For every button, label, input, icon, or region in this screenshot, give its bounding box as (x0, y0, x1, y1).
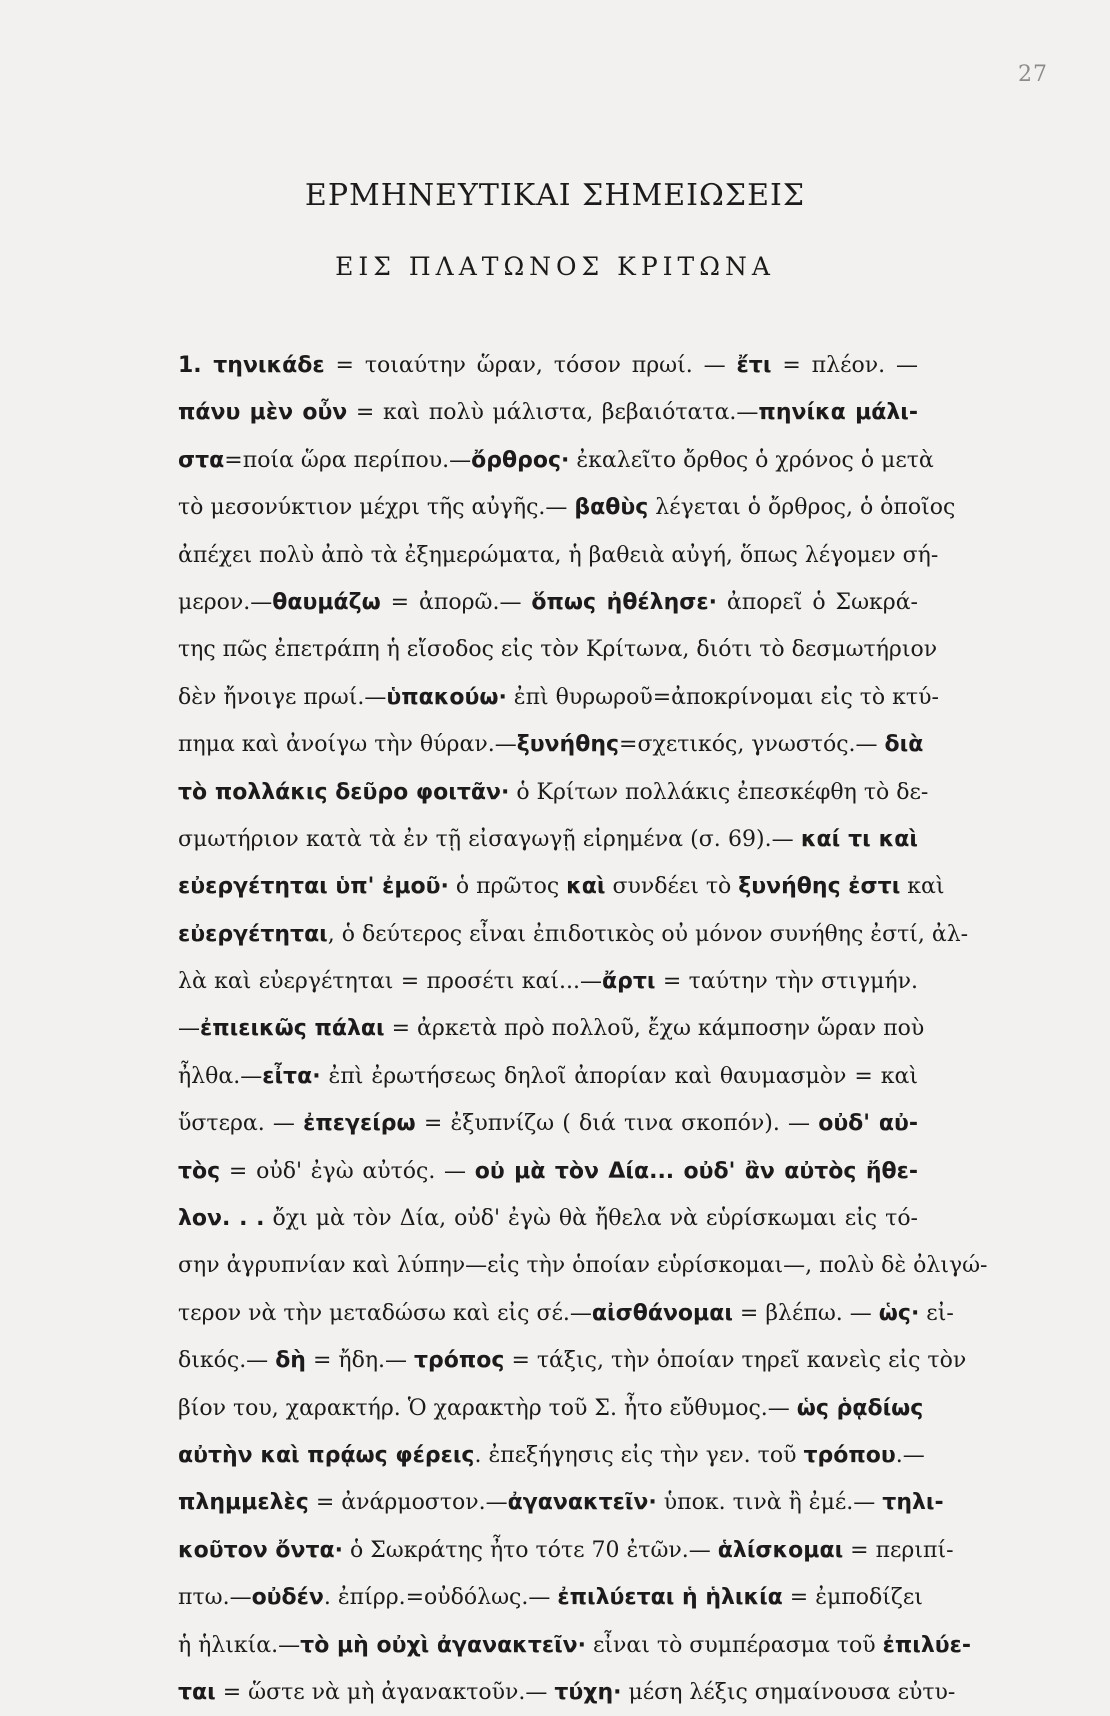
text-line (178, 721, 924, 768)
gloss-text: . ἐπεξήγησις εἰς τὴν γεν. τοῦ (474, 1442, 804, 1468)
lemma-term: θαυμάζω (272, 589, 381, 615)
lemma-term: καὶ (566, 874, 606, 900)
lemma-term: τὸς (178, 1158, 221, 1184)
gloss-text: μερον.— (178, 589, 273, 615)
lemma-term: ἔτι (736, 353, 772, 378)
lemma-term: ὅπως ἠθέλησε· (531, 589, 717, 615)
text-line (178, 1432, 925, 1479)
lemma-term: οὐδ' αὐ- (818, 1111, 918, 1137)
lemma-term: τύχη· (554, 1679, 622, 1705)
gloss-text: σην ἀγρυπνίαν καὶ λύπην—εἰς τὴν ὁποίαν εὑρίσκομαι—, πολὺ δὲ ὀλιγώ- (178, 1253, 988, 1279)
text-line (178, 579, 918, 626)
gloss-text: = βλέπω. — (732, 1300, 879, 1326)
gloss-text: ὄχι μὰ τὸν Δία, οὐδ' ἐγὼ θὰ ἤθελα νὰ εὑρίσκωμαι εἰς τό- (264, 1206, 918, 1232)
gloss-text: ἀπορεῖ ὁ Σωκρά- (717, 589, 918, 615)
gloss-text: = ἀνάρμοστον.— (308, 1490, 508, 1516)
gloss-text: ἐκαλεῖτο ὄρθος ὁ χρόνος ὁ μετὰ (569, 447, 934, 473)
gloss-text: , ὁ δεύτερος εἶναι ἐπιδοτικὸς οὐ μόνον συνήθης ἐστί, ἀλ- (327, 921, 969, 947)
gloss-text: πτω.— (178, 1585, 252, 1611)
lemma-term: ὡς· (878, 1300, 920, 1326)
lemma-term: ξυνήθης (516, 732, 620, 758)
gloss-text: τερον νὰ τὴν μεταδώσω καὶ εἰς σέ.— (178, 1300, 592, 1326)
lemma-term: ἀγανακτεῖν· (507, 1490, 657, 1516)
lemma-term: πηνίκα μάλι- (758, 400, 918, 426)
text-line (178, 389, 918, 436)
gloss-text: = ἀπορῶ.— (380, 589, 532, 615)
commentary-body (178, 342, 988, 1716)
gloss-text: =ποία ὥρα περίπου.— (224, 447, 472, 473)
lemma-term: οὐδέν (251, 1585, 324, 1611)
lemma-term: 1. τηνικάδε (178, 353, 325, 378)
text-line (178, 1053, 918, 1100)
gloss-text: δὲν ἤνοιγε πρωί.— (178, 684, 387, 710)
text-line (178, 1669, 956, 1716)
text-line (178, 1148, 918, 1195)
gloss-text: = ταύτην τὴν στιγμήν. (655, 969, 918, 995)
lemma-term: εὐεργέτηται (178, 921, 328, 947)
text-line (178, 816, 918, 863)
text-line (178, 1195, 918, 1242)
gloss-text: λέγεται ὁ ὄρθρος, ὁ ὁποῖος (648, 495, 956, 521)
lemma-term: πλημμελὲς (178, 1490, 309, 1516)
gloss-text: ἐπὶ ἐρωτήσεως δηλοῖ ἀπορίαν καὶ θαυμασμὸν = καὶ (320, 1063, 918, 1089)
lemma-term: τὸ μὴ οὐχὶ ἀγανακτεῖν· (300, 1632, 587, 1658)
lemma-term: πάνυ μὲν οὖν (178, 400, 348, 426)
text-line (178, 626, 938, 673)
lemma-term: τὸ πολλάκις δεῦρο φοιτᾶν· (178, 779, 510, 805)
gloss-text: ὁ πρῶτος (448, 874, 567, 900)
text-line (178, 1622, 971, 1669)
gloss-text: μέση λέξις σημαίνουσα εὐτυ- (621, 1679, 956, 1705)
lemma-term: εἶτα· (262, 1063, 321, 1089)
text-line (178, 1100, 918, 1147)
lemma-term: λον. . . (178, 1206, 265, 1232)
lemma-term: ἐπιεικῶς πάλαι (200, 1016, 385, 1042)
gloss-text: ὑποκ. τινὰ ἢ ἐμέ.— (656, 1490, 883, 1516)
gloss-text: = ἐξυπνίζω ( διά τινα σκοπόν). — (415, 1111, 819, 1137)
lemma-term: βαθὺς (574, 495, 649, 521)
lemma-term: τηλι- (882, 1490, 944, 1516)
lemma-term: ἄρτι (601, 969, 656, 995)
lemma-term: ὑπακούω· (386, 684, 507, 710)
text-line (178, 484, 956, 531)
gloss-text: καὶ (900, 874, 945, 900)
gloss-text: λὰ καὶ εὐεργέτηται = προσέτι καί...— (178, 969, 602, 995)
lemma-term: τρόπου (803, 1442, 896, 1468)
gloss-text: = περιπί- (843, 1537, 954, 1563)
text-line (178, 911, 969, 958)
gloss-text: = τάξις, τὴν ὁποίαν τηρεῖ κανεὶς εἰς τὸν (504, 1348, 967, 1374)
gloss-text: = ἀρκετὰ πρὸ πολλοῦ, ἔχω κάμποσην ὥραν ποὺ (384, 1016, 925, 1042)
page-number: 27 (1018, 62, 1048, 87)
lemma-term: εὐεργέτηται ὑπ' ἐμοῦ· (178, 874, 449, 900)
gloss-text: εἶναι τὸ συμπέρασμα τοῦ (586, 1632, 883, 1658)
text-line (178, 1242, 988, 1289)
gloss-text: ὁ Κρίτων πολλάκις ἐπεσκέφθη τὸ δε- (509, 779, 929, 805)
text-line (178, 1527, 954, 1574)
lemma-term: ἐπιλύε- (882, 1632, 971, 1658)
gloss-text: δικός.— (178, 1348, 276, 1374)
page-title: ΕΡΜΗΝΕΥΤΙΚΑΙ ΣΗΜΕΙΩΣΕΙΣ (304, 178, 806, 213)
text-line (178, 863, 945, 910)
gloss-text: = οὐδ' ἐγὼ αὐτός. — (220, 1158, 475, 1184)
text-line (178, 1290, 954, 1337)
gloss-text: .— (895, 1442, 925, 1468)
lemma-term: ὄρθρος· (471, 447, 570, 473)
gloss-text: ἀπέχει πολὺ ἀπὸ τὰ ἐξημερώματα, ἡ βαθειὰ αὐγή, ὅπως λέγομεν σή- (178, 542, 939, 568)
gloss-text: βίον του, χαρακτήρ. Ὁ χαρακτὴρ τοῦ Σ. ἦτο εὔθυμος.— (178, 1395, 797, 1421)
lemma-term: οὐ μὰ τὸν Δία... οὐδ' ἂν αὐτὸς ἤθε- (474, 1158, 918, 1184)
text-line (178, 437, 934, 484)
gloss-text: — (178, 1016, 200, 1042)
lemma-term: δὴ (275, 1348, 306, 1374)
text-line (178, 1574, 923, 1621)
text-line (178, 342, 918, 389)
lemma-term: στα (178, 447, 225, 473)
lemma-term: ἐπεγείρω (303, 1111, 416, 1137)
gloss-text: ἦλθα.— (178, 1063, 263, 1089)
gloss-text: = πλέον. — (771, 353, 918, 378)
gloss-text: ἐπὶ θυρωροῦ=ἀποκρίνομαι εἰς τὸ κτύ- (506, 684, 939, 710)
lemma-term: ἐπιλύεται ἡ ἡλικία (557, 1585, 783, 1611)
text-line (178, 769, 929, 816)
gloss-text: = καὶ πολὺ μάλιστα, βεβαιότατα.— (347, 400, 759, 426)
gloss-text: =σχετικός, γνωστός.— (619, 732, 885, 758)
lemma-term: καί τι καὶ (800, 826, 918, 852)
gloss-text: = τοιαύτην ὥραν, τόσον πρωί. — (324, 353, 737, 378)
lemma-term: ξυνήθης ἐστι (738, 874, 901, 900)
gloss-text: πημα καὶ ἀνοίγω τὴν θύραν.— (178, 732, 517, 758)
lemma-term: ται (178, 1679, 216, 1705)
text-line (178, 674, 939, 721)
lemma-term: αὐτὴν καὶ πρᾴως φέρεις (178, 1442, 475, 1468)
lemma-term: ἁλίσκομαι (717, 1537, 844, 1563)
gloss-text: συνδέει τὸ (605, 874, 739, 900)
page-subtitle: ΕΙΣ ΠΛΑΤΩΝΟΣ ΚΡΙΤΩΝΑ (335, 252, 775, 281)
lemma-term: διὰ (884, 732, 924, 758)
gloss-text: εἰ- (919, 1300, 954, 1326)
lemma-term: αἰσθάνομαι (591, 1300, 733, 1326)
gloss-text: = ὥστε νὰ μὴ ἀγανακτοῦν.— (215, 1679, 555, 1705)
text-line (178, 1337, 967, 1384)
gloss-text: της πῶς ἐπετράπη ἡ εἴσοδος εἰς τὸν Κρίτωνα, διότι τὸ δεσμωτήριον (178, 637, 938, 663)
gloss-text: τὸ μεσονύκτιον μέχρι τῆς αὐγῆς.— (178, 495, 575, 521)
lemma-term: κοῦτον ὄντα· (178, 1537, 344, 1563)
lemma-term: ὡς ῥᾳδίως (796, 1395, 924, 1421)
gloss-text: σμωτήριον κατὰ τὰ ἐν τῇ εἰσαγωγῇ εἰρημένα (σ. 69).— (178, 826, 801, 852)
gloss-text: = ἐμποδίζει (782, 1585, 923, 1611)
lemma-term: τρόπος (413, 1348, 505, 1374)
text-line (178, 1479, 944, 1526)
text-line (178, 958, 918, 1005)
gloss-text: ὁ Σωκράτης ἦτο τότε 70 ἐτῶν.— (343, 1537, 718, 1563)
gloss-text: ἡ ἡλικία.— (178, 1632, 301, 1658)
text-line (178, 1005, 925, 1052)
gloss-text: . ἐπίρρ.=οὐδόλως.— (323, 1585, 558, 1611)
text-line (178, 532, 939, 579)
gloss-text: = ἤδη.— (305, 1348, 414, 1374)
text-line (178, 1385, 924, 1432)
gloss-text: ὕστερα. — (178, 1111, 304, 1137)
